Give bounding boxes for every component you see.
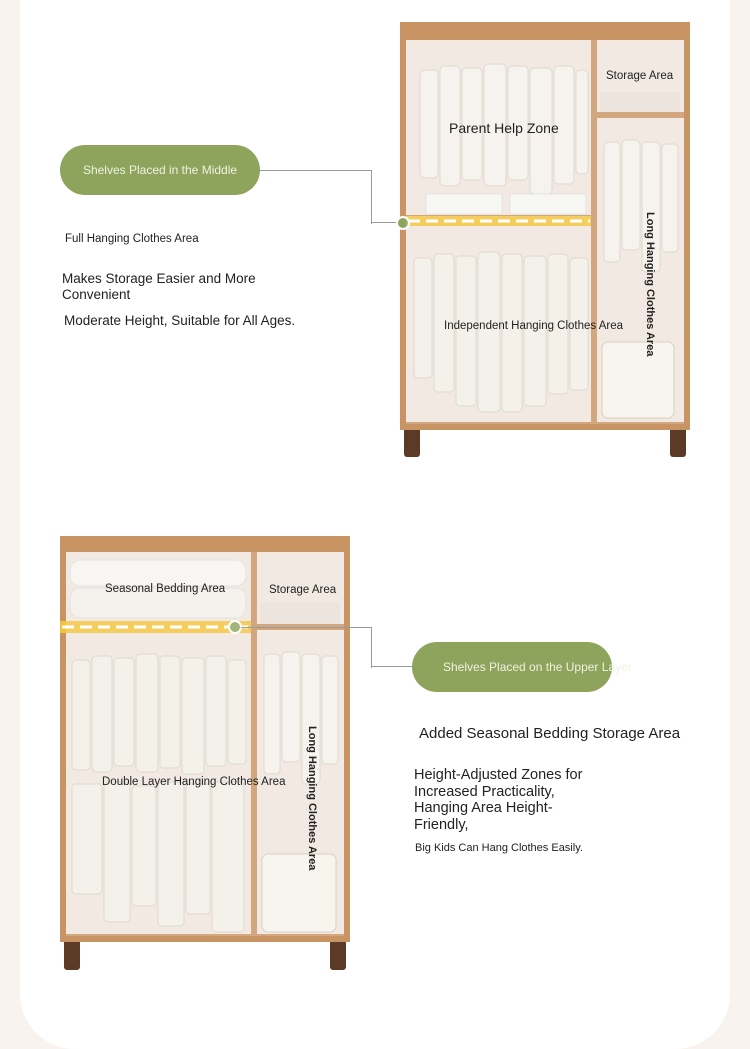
leader-line-1 xyxy=(260,170,372,224)
badge-middle-shelf xyxy=(60,145,260,195)
feature-line-1a: Makes Storage Easier and More Convenient xyxy=(62,271,256,302)
feature-line-1b: Moderate Height, Suitable for All Ages. xyxy=(64,313,296,328)
label-long-hanging-2: Long Hanging Clothes Area xyxy=(306,726,318,871)
label-storage-area-1: Storage Area xyxy=(606,70,674,82)
label-parent-help-zone: Parent Help Zone xyxy=(449,120,559,136)
label-independent-hanging: Independent Hanging Clothes Area xyxy=(444,320,624,332)
label-storage-area-2: Storage Area xyxy=(269,584,337,596)
leader-line-2 xyxy=(241,627,372,668)
feature-title-2: Added Seasonal Bedding Storage Area xyxy=(419,725,681,742)
label-seasonal-bedding: Seasonal Bedding Area xyxy=(105,583,226,595)
leader-line-2b xyxy=(371,666,412,667)
feature-line-2a: Height-Adjusted Zones for Increased Practicality, Hanging Area Height-Friendly, xyxy=(414,767,583,833)
badge-middle-shelf-text: Shelves Placed in the Middle xyxy=(82,163,238,177)
feature-title-1: Full Hanging Clothes Area xyxy=(65,233,199,245)
badge-upper-shelf xyxy=(412,642,632,692)
badge-upper-shelf-text: Shelves Placed on the Upper Layer xyxy=(443,660,632,674)
label-long-hanging-1: Long Hanging Clothes Area xyxy=(644,212,656,357)
label-double-layer-hanging: Double Layer Hanging Clothes Area xyxy=(102,776,286,788)
feature-line-2b: Big Kids Can Hang Clothes Easily. xyxy=(415,842,583,854)
